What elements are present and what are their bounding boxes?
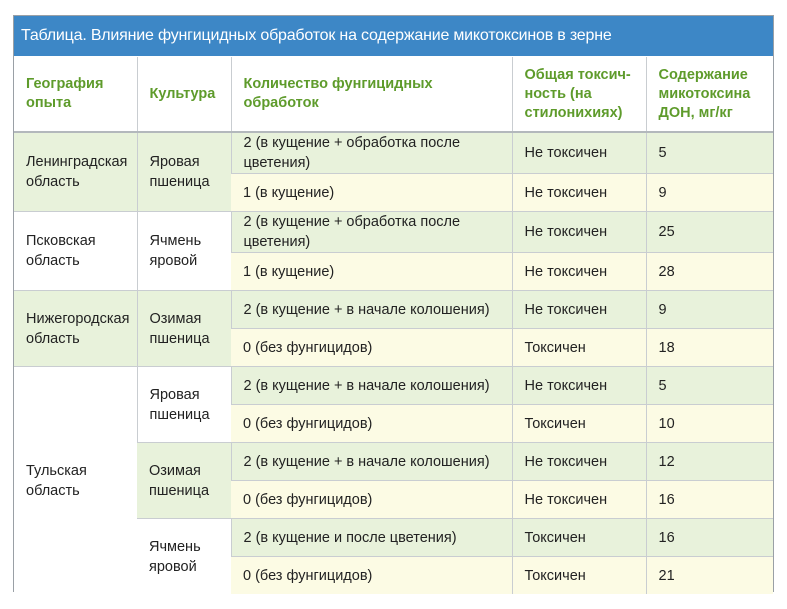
don-cell: 21	[646, 557, 773, 595]
don-cell: 25	[646, 212, 773, 253]
header-crop: Культура	[137, 57, 231, 132]
header-geo: География опыта	[14, 57, 137, 132]
don-cell: 16	[646, 481, 773, 519]
don-cell: 5	[646, 367, 773, 405]
crop-cell: Озимая пшеница	[137, 291, 231, 367]
region-cell: Псковская область	[14, 212, 137, 291]
treatment-cell: 1 (в кущение)	[231, 253, 512, 291]
treatment-cell: 2 (в кущение + обработка после цветения)	[231, 132, 512, 174]
region-cell: Тульская область	[14, 367, 137, 595]
don-cell: 5	[646, 132, 773, 174]
table-row	[14, 291, 773, 329]
header-toxicity: Общая токсич- ность (на стилонихиях)	[512, 57, 646, 132]
region-cell: Ленинградская область	[14, 132, 137, 212]
don-cell: 18	[646, 329, 773, 367]
toxicity-cell: Не токсичен	[512, 443, 646, 481]
toxicity-cell: Токсичен	[512, 405, 646, 443]
mycotoxin-table	[14, 57, 773, 594]
toxicity-cell: Не токсичен	[512, 174, 646, 212]
header-treatments: Количество фунгицидных обработок	[231, 57, 512, 132]
toxicity-cell: Токсичен	[512, 519, 646, 557]
crop-cell: Ячмень яровой	[137, 212, 231, 291]
treatment-cell: 0 (без фунгицидов)	[231, 557, 512, 595]
treatment-cell: 2 (в кущение + обработка после цветения)	[231, 212, 512, 253]
crop-cell: Яровая пшеница	[137, 367, 231, 443]
don-cell: 10	[646, 405, 773, 443]
header-don: Содержание микотоксина ДОН, мг/кг	[646, 57, 773, 132]
treatment-cell: 2 (в кущение + в начале колошения)	[231, 443, 512, 481]
don-cell: 9	[646, 291, 773, 329]
treatment-cell: 0 (без фунгицидов)	[231, 481, 512, 519]
treatment-cell: 2 (в кущение и после цветения)	[231, 519, 512, 557]
toxicity-cell: Токсичен	[512, 557, 646, 595]
region-cell: Нижегородская область	[14, 291, 137, 367]
table-title: Таблица. Влияние фунгицидных обработок на содержание микотоксинов в зерне	[14, 16, 773, 56]
header-row	[14, 57, 773, 132]
crop-cell: Ячмень яровой	[137, 519, 231, 595]
don-cell: 28	[646, 253, 773, 291]
crop-cell: Яровая пшеница	[137, 132, 231, 212]
treatment-cell: 0 (без фунгицидов)	[231, 405, 512, 443]
don-cell: 16	[646, 519, 773, 557]
toxicity-cell: Не токсичен	[512, 212, 646, 253]
toxicity-cell: Токсичен	[512, 329, 646, 367]
crop-cell: Озимая пшеница	[137, 443, 231, 519]
table-row	[14, 132, 773, 174]
toxicity-cell: Не токсичен	[512, 132, 646, 174]
treatment-cell: 2 (в кущение + в начале колошения)	[231, 367, 512, 405]
treatment-cell: 0 (без фунгицидов)	[231, 329, 512, 367]
toxicity-cell: Не токсичен	[512, 253, 646, 291]
toxicity-cell: Не токсичен	[512, 481, 646, 519]
don-cell: 9	[646, 174, 773, 212]
don-cell: 12	[646, 443, 773, 481]
table-row	[14, 212, 773, 253]
treatment-cell: 1 (в кущение)	[231, 174, 512, 212]
table-frame	[13, 15, 774, 592]
toxicity-cell: Не токсичен	[512, 367, 646, 405]
toxicity-cell: Не токсичен	[512, 291, 646, 329]
table-row	[14, 367, 773, 405]
treatment-cell: 2 (в кущение + в начале колошения)	[231, 291, 512, 329]
